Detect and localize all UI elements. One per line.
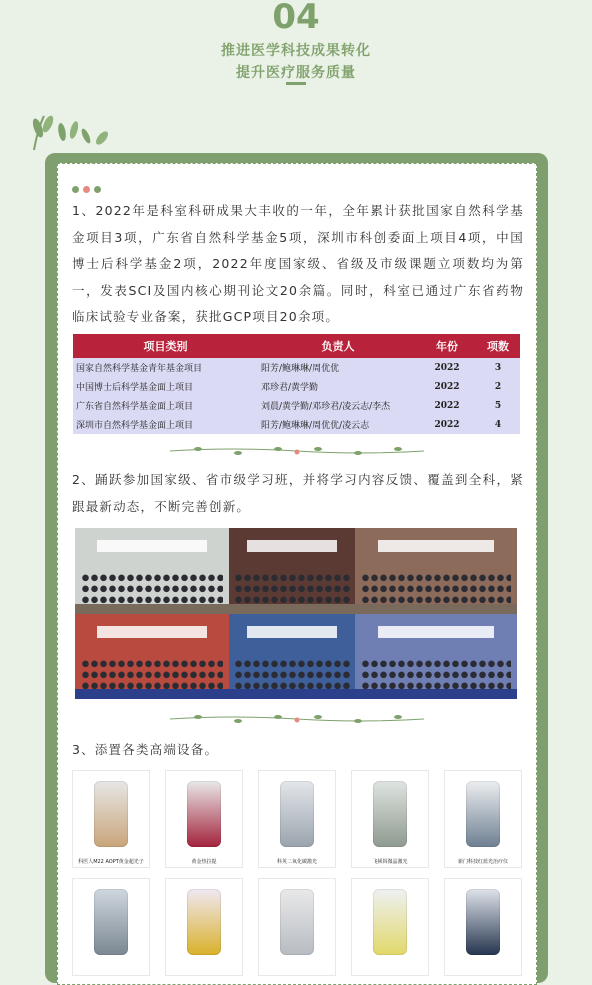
device-icon xyxy=(94,781,128,847)
photo-people xyxy=(234,660,350,691)
photo-banner xyxy=(97,540,208,552)
photo-people xyxy=(361,660,510,691)
equipment-caption: 新门科技红蓝光治疗仪 xyxy=(457,859,508,865)
device-icon xyxy=(187,781,221,847)
device-icon xyxy=(466,889,500,955)
equipment-photo xyxy=(258,770,336,868)
pink-dot-icon xyxy=(83,186,90,193)
title-underline xyxy=(286,82,306,85)
table-cell: 2022 xyxy=(418,358,476,377)
photo-group-4 xyxy=(229,614,355,699)
table-header-cell: 负责人 xyxy=(258,334,418,358)
equipment-photo xyxy=(444,878,522,976)
table-row xyxy=(73,415,520,434)
table-cell: 刘晨/黄学勤/邓珍君/凌云志/李杰 xyxy=(258,396,418,415)
photo-floor xyxy=(355,689,517,699)
table-cell: 3 xyxy=(476,358,520,377)
photo-group-2 xyxy=(355,528,517,614)
photo-people xyxy=(81,574,223,605)
table-cell: 国家自然科学基金青年基金项目 xyxy=(73,358,258,377)
device-icon xyxy=(466,781,500,847)
equipment-photo xyxy=(165,770,243,868)
table-header-row xyxy=(73,334,520,358)
photo-banner xyxy=(378,626,495,638)
equipment-caption: 科医人M22 AOPT黄金超光子 xyxy=(78,859,144,865)
device-icon xyxy=(373,781,407,847)
table-cell: 2022 xyxy=(418,396,476,415)
photo-floor xyxy=(229,689,355,699)
equipment-caption: 黄金热拉提 xyxy=(191,859,217,865)
table-cell: 阳芳/鲍琳琳/周优优/凌云志 xyxy=(258,415,418,434)
photo-group-3 xyxy=(75,614,229,699)
table-cell: 2022 xyxy=(418,415,476,434)
photo-floor xyxy=(355,604,517,614)
training-photo-grid xyxy=(75,528,517,699)
equipment-row xyxy=(72,878,522,976)
device-icon xyxy=(280,781,314,847)
photo-people xyxy=(361,574,510,605)
table-cell: 4 xyxy=(476,415,520,434)
green-dot-icon xyxy=(94,186,101,193)
photo-lecture xyxy=(229,528,355,614)
project-table xyxy=(73,334,520,434)
vine-divider-icon xyxy=(168,713,426,725)
section-title-line2: 提升医疗服务质量 xyxy=(236,65,356,81)
equipment-photo xyxy=(165,878,243,976)
equipment-row xyxy=(72,770,522,868)
table-row xyxy=(73,358,520,377)
table-cell: 5 xyxy=(476,396,520,415)
equipment-caption: 飞顿铒微晶激光 xyxy=(372,859,408,865)
photo-floor xyxy=(75,604,229,614)
paragraph-equipment: 3、添置各类高端设备。 xyxy=(72,742,219,757)
section-number: 04 xyxy=(272,0,320,37)
equipment-caption: 科英二氧化碳激光 xyxy=(276,859,317,865)
equipment-photo xyxy=(351,770,429,868)
table-cell: 中国博士后科学基金面上项目 xyxy=(73,377,258,396)
photo-group-1 xyxy=(75,528,229,614)
table-cell: 2 xyxy=(476,377,520,396)
photo-banner xyxy=(247,626,338,638)
table-row xyxy=(73,396,520,415)
card-dots xyxy=(72,178,105,197)
table-cell: 阳芳/鲍琳琳/周优优 xyxy=(258,358,418,377)
vine-divider-icon xyxy=(168,445,426,457)
equipment-photo xyxy=(258,878,336,976)
photo-people xyxy=(234,574,350,605)
photo-group-5 xyxy=(355,614,517,699)
table-cell: 邓珍君/黄学勤 xyxy=(258,377,418,396)
table-row xyxy=(73,377,520,396)
section-title-line1: 推进医学科技成果转化 xyxy=(221,43,371,59)
device-icon xyxy=(94,889,128,955)
device-icon xyxy=(373,889,407,955)
leaf-decoration-icon xyxy=(24,110,116,154)
paragraph-training: 2、踊跃参加国家级、省市级学习班，并将学习内容反馈、覆盖到全科，紧跟最新动态，不断完善创新。 xyxy=(72,472,524,514)
photo-floor xyxy=(229,604,355,614)
equipment-photo xyxy=(72,878,150,976)
equipment-photo xyxy=(444,770,522,868)
table-header-cell: 项数 xyxy=(476,334,520,358)
table-cell: 深圳市自然科学基金面上项目 xyxy=(73,415,258,434)
content-card xyxy=(57,163,537,985)
device-icon xyxy=(280,889,314,955)
table-header-cell: 项目类别 xyxy=(73,334,258,358)
photo-people xyxy=(81,660,223,691)
table-cell: 广东省自然科学基金面上项目 xyxy=(73,396,258,415)
photo-banner xyxy=(97,626,208,638)
device-icon xyxy=(187,889,221,955)
table-header-cell: 年份 xyxy=(418,334,476,358)
photo-banner xyxy=(247,540,338,552)
equipment-photo xyxy=(351,878,429,976)
equipment-photo xyxy=(72,770,150,868)
green-dot-icon xyxy=(72,186,79,193)
photo-banner xyxy=(378,540,495,552)
paragraph-research: 1、2022年是科室科研成果大丰收的一年，全年累计获批国家自然科学基金项目3项，广东省自然科学基金5项，深圳市科创委面上项目4项，中国博士后科学基金2项，2022年度国家级、省级及市级课题立项数均为第一，发表SCI及国内核心期刊论文20余篇。同时，科室已通过广东省药物临床试验专业备案，获批GCP项目20余项。 xyxy=(72,203,524,324)
table-cell: 2022 xyxy=(418,377,476,396)
photo-floor xyxy=(75,689,229,699)
